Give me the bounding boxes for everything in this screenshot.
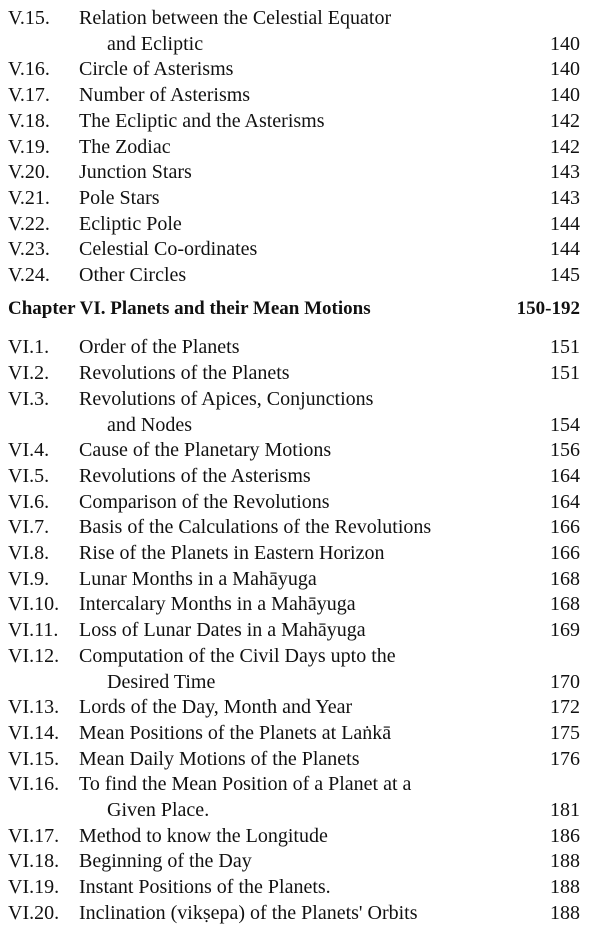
page-number: 172 — [550, 696, 580, 719]
section-title: and Nodes — [107, 413, 192, 436]
page-number: 143 — [550, 161, 580, 184]
toc-entry — [0, 262, 600, 288]
section-number: VI.4. — [8, 439, 50, 462]
section-title: To find the Mean Position of a Planet at a — [79, 773, 412, 796]
toc-entry — [0, 669, 600, 695]
page-number: 181 — [550, 799, 580, 821]
section-number: VI.15. — [8, 747, 60, 770]
section-number: V.22. — [8, 212, 50, 235]
page-number: 188 — [550, 876, 580, 899]
section-title: Mean Daily Motions of the Planets — [79, 747, 360, 770]
section-number: VI.13. — [8, 696, 60, 719]
section-title: Order of the Planets — [79, 336, 240, 359]
section-title: Instant Positions of the Planets. — [79, 876, 331, 899]
page-number: 142 — [550, 135, 580, 158]
toc-entry — [0, 56, 600, 82]
toc-entry — [0, 566, 600, 592]
page-number: 166 — [550, 516, 580, 539]
section-number: VI.8. — [8, 542, 50, 564]
page-number: 170 — [550, 670, 580, 693]
section-number: VI.18. — [8, 850, 60, 873]
page-number: 150-192 — [516, 297, 580, 319]
section-title: Cause of the Planetary Motions — [79, 439, 332, 462]
toc-entry — [0, 412, 600, 438]
section-number: VI.17. — [8, 824, 60, 847]
section-title: Revolutions of the Asterisms — [79, 464, 311, 487]
section-number: V.24. — [8, 264, 50, 286]
toc-entry — [0, 463, 600, 489]
toc-entry — [0, 797, 600, 823]
section-title: Celestial Co-ordinates — [79, 238, 258, 261]
page-number: 176 — [550, 747, 580, 770]
section-title: Lunar Months in a Mahāyuga — [79, 567, 317, 590]
section-title: Relation between the Celestial Equator — [79, 7, 392, 29]
section-title: Mean Positions of the Planets at Laṅkā — [79, 721, 392, 744]
section-number: VI.16. — [8, 773, 60, 796]
section-title: Revolutions of Apices, Conjunctions — [79, 387, 374, 410]
section-title: Lords of the Day, Month and Year — [79, 696, 353, 719]
toc-entry — [0, 185, 600, 211]
toc-entry — [0, 617, 600, 643]
section-number: V.23. — [8, 238, 50, 261]
toc-entry — [0, 540, 600, 566]
toc-entry — [0, 437, 600, 463]
section-title: Method to know the Longitude — [79, 824, 328, 847]
toc-entry — [0, 591, 600, 617]
page-number: 164 — [550, 464, 580, 487]
section-number: VI.1. — [8, 336, 50, 359]
page-number: 151 — [550, 336, 580, 359]
page-number: 144 — [550, 238, 580, 261]
toc-entry — [0, 694, 600, 720]
toc-entry — [0, 108, 600, 134]
toc-entry — [0, 823, 600, 849]
section-number: V.16. — [8, 58, 50, 81]
section-number: VI.12. — [8, 644, 60, 667]
toc-entry — [0, 334, 600, 360]
toc-entry — [0, 720, 600, 746]
section-number: VI.11. — [8, 619, 59, 642]
section-title: Ecliptic Pole — [79, 212, 182, 235]
section-number: VI.14. — [8, 721, 60, 744]
section-number: VI.2. — [8, 362, 50, 385]
toc-entry — [0, 134, 600, 160]
section-title: Rise of the Planets in Eastern Horizon — [79, 542, 385, 564]
toc-entry — [0, 5, 600, 31]
section-number: VI.6. — [8, 490, 50, 513]
section-title: Given Place. — [107, 799, 210, 821]
page-number: 188 — [550, 901, 580, 924]
toc-entry — [0, 489, 600, 515]
toc-entry — [0, 159, 600, 185]
section-title: The Ecliptic and the Asterisms — [79, 109, 325, 132]
section-title: Beginning of the Day — [79, 850, 252, 873]
section-number: V.20. — [8, 161, 50, 184]
page-number: 140 — [550, 84, 580, 107]
section-number: VI.10. — [8, 593, 60, 616]
toc-entry — [0, 31, 600, 57]
page-number: 145 — [550, 264, 580, 286]
section-title: Desired Time — [107, 670, 216, 693]
section-title: Comparison of the Revolutions — [79, 490, 330, 513]
section-title: Intercalary Months in a Mahāyuga — [79, 593, 356, 616]
section-number: V.17. — [8, 84, 50, 107]
page-number: 168 — [550, 567, 580, 590]
section-number: V.15. — [8, 7, 50, 29]
page-number: 142 — [550, 109, 580, 132]
section-title: Basis of the Calculations of the Revolutions — [79, 516, 432, 539]
section-title: Loss of Lunar Dates in a Mahāyuga — [79, 619, 366, 642]
chapter-heading — [0, 296, 600, 322]
page-number: 140 — [550, 32, 580, 55]
toc-entry — [0, 211, 600, 237]
toc-entry — [0, 746, 600, 772]
toc-entry — [0, 874, 600, 900]
section-number: VI.7. — [8, 516, 50, 539]
page-number: 168 — [550, 593, 580, 616]
section-title: Circle of Asterisms — [79, 58, 234, 81]
section-number: VI.9. — [8, 567, 50, 590]
page-number: 188 — [550, 850, 580, 873]
section-number: V.19. — [8, 135, 50, 158]
page-number: 169 — [550, 619, 580, 642]
toc-entry — [0, 514, 600, 540]
page-number: 175 — [550, 721, 580, 744]
section-title: Chapter VI. Planets and their Mean Motions — [8, 297, 371, 319]
section-title: Other Circles — [79, 264, 187, 286]
page-number: 166 — [550, 542, 580, 564]
section-title: Inclination (vikṣepa) of the Planets' Orbits — [79, 901, 418, 924]
toc-entry — [0, 643, 600, 669]
page-number: 164 — [550, 490, 580, 513]
toc-entry — [0, 386, 600, 412]
section-number: VI.19. — [8, 876, 60, 899]
toc-entry — [0, 771, 600, 797]
section-number: VI.3. — [8, 387, 50, 410]
toc-entry — [0, 360, 600, 386]
section-number: V.18. — [8, 109, 50, 132]
page-number: 186 — [550, 824, 580, 847]
section-title: and Ecliptic — [107, 32, 204, 55]
page-number: 151 — [550, 362, 580, 385]
section-number: VI.20. — [8, 901, 60, 924]
section-title: Junction Stars — [79, 161, 192, 184]
page-number: 140 — [550, 58, 580, 81]
toc-entry — [0, 848, 600, 874]
section-title: The Zodiac — [79, 135, 171, 158]
page-number: 144 — [550, 212, 580, 235]
section-number: V.21. — [8, 186, 50, 209]
page-number: 143 — [550, 186, 580, 209]
section-title: Revolutions of the Planets — [79, 362, 290, 385]
section-title: Computation of the Civil Days upto the — [79, 644, 396, 667]
section-title: Number of Asterisms — [79, 84, 251, 107]
toc-entry — [0, 900, 600, 926]
page-number: 154 — [550, 413, 580, 436]
toc-entry — [0, 82, 600, 108]
section-number: VI.5. — [8, 464, 50, 487]
toc-entry — [0, 236, 600, 262]
page-number: 156 — [550, 439, 580, 462]
section-title: Pole Stars — [79, 186, 160, 209]
